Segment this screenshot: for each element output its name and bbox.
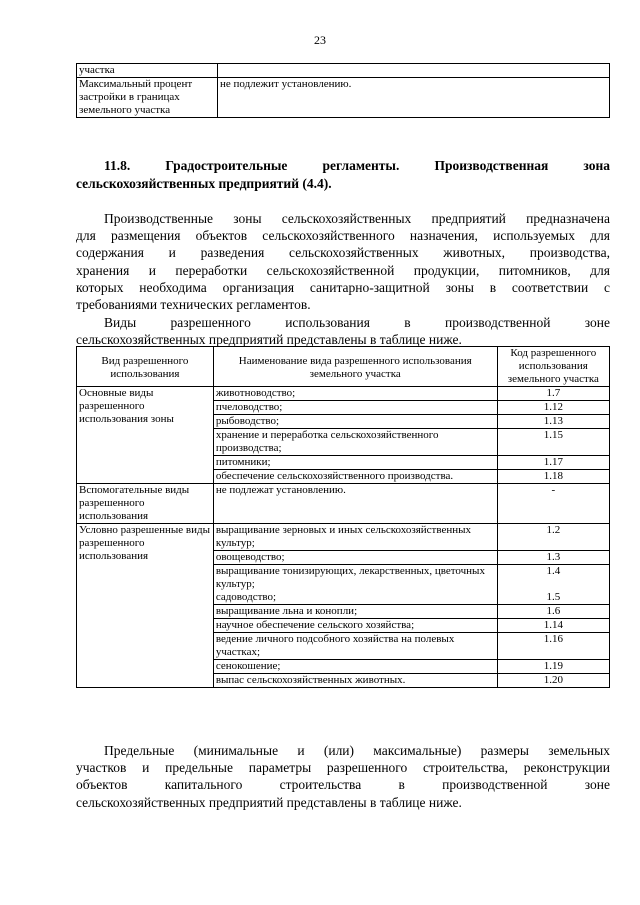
use-name-cell: животноводство;: [213, 387, 497, 401]
table-row: [77, 524, 610, 551]
group-label-auxiliary: Вспомогательные виды разрешенного использования: [77, 484, 214, 524]
text-line: Производственные зоны сельскохозяйственных предприятий предназначена: [104, 211, 610, 226]
text-line: Предельные (минимальные и (или) максимальные) размеры земельных: [104, 743, 610, 758]
text-line: хранения и переработки сельскохозяйственной продукции, питомников, для: [76, 262, 610, 278]
table-row: [77, 387, 610, 401]
use-code-cell: 1.5: [497, 591, 609, 605]
use-name-cell: обеспечение сельскохозяйственного производства.: [213, 470, 497, 484]
use-code-cell: 1.7: [497, 387, 609, 401]
use-code-cell: 1.19: [497, 660, 609, 674]
text-line: Виды разрешенного использования в производственной зоне: [104, 315, 610, 330]
table-row: [77, 78, 610, 118]
previous-table-continuation: [76, 63, 610, 118]
use-code-cell: 1.16: [497, 633, 609, 660]
use-name-cell: пчеловодство;: [213, 401, 497, 415]
heading-line-2: сельскохозяйственных предприятий (4.4).: [76, 176, 332, 191]
use-name-cell: питомники;: [213, 456, 497, 470]
text-line: которых необходима организация санитарно-защитной зоны в соответствии с: [76, 279, 610, 295]
use-code-cell: 1.17: [497, 456, 609, 470]
heading-word: Производственная: [434, 158, 549, 173]
paragraph-table-intro: [76, 314, 610, 348]
use-code-cell: 1.20: [497, 674, 609, 688]
text-line: объектов капитального строительства в производственной зоне: [76, 777, 610, 793]
column-header-use-code: Код разрешенного использования земельного участка: [497, 347, 609, 387]
use-code-cell: 1.18: [497, 470, 609, 484]
use-code-cell: 1.6: [497, 605, 609, 619]
use-code-cell: 1.2: [497, 524, 609, 551]
group-label-conditional: Условно разрешенные виды разрешенного использования: [77, 524, 214, 688]
use-name-cell: сенокошение;: [213, 660, 497, 674]
heading-word: регламенты.: [322, 158, 400, 173]
section-heading: [76, 157, 610, 193]
use-name-cell: выращивание зерновых и иных сельскохозяйственных культур;: [213, 524, 497, 551]
table-cell: не подлежит установлению.: [218, 78, 610, 118]
use-name-cell: выпас сельскохозяйственных животных.: [213, 674, 497, 688]
column-header-use-type: Вид разрешенного использования: [77, 347, 214, 387]
heading-line-1: [76, 157, 610, 175]
use-name-cell: хранение и переработка сельскохозяйственного производства;: [213, 429, 497, 456]
use-name-cell: ведение личного подсобного хозяйства на полевых участках;: [213, 633, 497, 660]
use-name-cell: садоводство;: [213, 591, 497, 605]
use-name-cell: не подлежат установлению.: [213, 484, 497, 524]
text-line: сельскохозяйственных предприятий представлены в таблице ниже.: [76, 794, 462, 810]
text-line: для размещения объектов сельскохозяйственного назначения, используемых для: [76, 228, 610, 244]
heading-word: Градостроительные: [165, 158, 288, 173]
text-line: сельскохозяйственных предприятий представлены в таблице ниже.: [76, 332, 462, 348]
text-line: участков и предельные параметры разрешенного строительства, реконструкции: [76, 760, 610, 776]
group-label-main: Основные виды разрешенного использования зоны: [77, 387, 214, 484]
heading-number: 11.8.: [104, 158, 131, 173]
use-code-cell: -: [497, 484, 609, 524]
table-cell: участка: [77, 64, 218, 78]
permitted-use-table: [76, 346, 610, 688]
use-name-cell: рыбоводство;: [213, 415, 497, 429]
use-code-cell: 1.4: [497, 565, 609, 592]
text-line: содержания и разведения сельскохозяйственных животных, производства,: [76, 245, 610, 261]
text-line: требованиями технических регламентов.: [76, 297, 311, 313]
use-code-cell: 1.15: [497, 429, 609, 456]
heading-word: зона: [583, 158, 611, 173]
paragraph-limits-intro: [76, 742, 610, 811]
table-cell: Максимальный процент застройки в границах земельного участка: [77, 78, 218, 118]
table-header-row: [77, 347, 610, 387]
paragraph-zone-purpose: [76, 210, 610, 313]
table-cell: [218, 64, 610, 78]
use-name-cell: овощеводство;: [213, 551, 497, 565]
page-number: 23: [314, 33, 326, 47]
use-code-cell: 1.14: [497, 619, 609, 633]
use-name-cell: выращивание тонизирующих, лекарственных, цветочных культур;: [213, 565, 497, 592]
use-name-cell: научное обеспечение сельского хозяйства;: [213, 619, 497, 633]
use-code-cell: 1.3: [497, 551, 609, 565]
column-header-use-name: Наименование вида разрешенного использования земельного участка: [213, 347, 497, 387]
table-row: [77, 64, 610, 78]
use-code-cell: 1.12: [497, 401, 609, 415]
use-code-cell: 1.13: [497, 415, 609, 429]
table-row: [77, 484, 610, 524]
use-name-cell: выращивание льна и конопли;: [213, 605, 497, 619]
